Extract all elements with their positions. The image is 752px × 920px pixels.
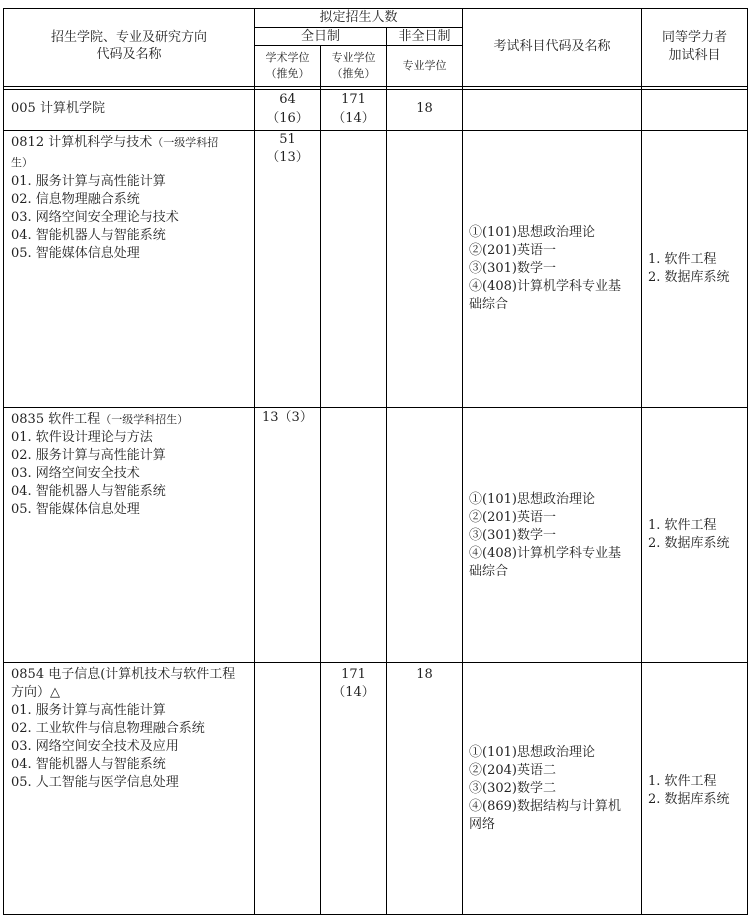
- extra-item: 2. 数据库系统: [648, 536, 730, 551]
- major-0854-parttime: 18: [416, 667, 433, 682]
- major-0835-exams: [469, 491, 621, 581]
- exam-item: ④(869)数据结构与计算机: [469, 799, 621, 814]
- major-0835-academic: 13（3）: [262, 410, 313, 425]
- direction-item: 03. 网络空间安全技术及应用: [11, 739, 179, 754]
- direction-item: 03. 网络空间安全理论与技术: [11, 210, 179, 225]
- exam-item: ②(204)英语二: [469, 763, 556, 778]
- header-extra-line1: 同等学力者: [661, 30, 727, 45]
- direction-item: 04. 智能机器人与智能系统: [11, 757, 166, 772]
- exam-item: ③(301)数学一: [469, 528, 556, 543]
- exam-item: 网络: [469, 817, 496, 832]
- rule-college-bottom: [3, 130, 748, 131]
- header-parttime: 非全日制: [398, 29, 451, 44]
- major-0854-directions: [11, 702, 205, 792]
- major-title-note: （一级学科招: [152, 136, 219, 149]
- rule-header-bottom: [3, 86, 748, 87]
- major-0812-title: [11, 134, 218, 152]
- major-0812-academic: 51: [279, 132, 296, 147]
- extra-item: 2. 数据库系统: [648, 270, 730, 285]
- college-academic-rec: （16）: [266, 111, 309, 126]
- major-0835-title: [11, 411, 188, 429]
- rule-left: [3, 8, 4, 915]
- rule-header-bottom-2: [3, 89, 748, 90]
- header-professional-line2: （推免）: [331, 67, 376, 80]
- rule-major2-bottom: [3, 662, 748, 663]
- header-col1-line2: 代码及名称: [96, 47, 162, 62]
- extra-item: 1. 软件工程: [648, 252, 717, 267]
- direction-item: 04. 智能机器人与智能系统: [11, 484, 166, 499]
- header-academic-line2: （推免）: [265, 67, 310, 80]
- exam-item: ④(408)计算机学科专业基: [469, 279, 621, 294]
- college-academic: 64: [279, 92, 296, 107]
- college-professional-rec: （14）: [332, 111, 375, 126]
- direction-item: 02. 信息物理融合系统: [11, 192, 140, 207]
- direction-item: 01. 软件设计理论与方法: [11, 430, 153, 445]
- direction-item: 02. 服务计算与高性能计算: [11, 448, 166, 463]
- exam-item: ①(101)思想政治理论: [469, 745, 595, 760]
- college-name: 005 计算机学院: [11, 101, 105, 116]
- rule-right: [747, 8, 748, 915]
- major-0835-directions: [11, 429, 166, 519]
- exam-item: ①(101)思想政治理论: [469, 225, 595, 240]
- header-extra-line2: 加试科目: [668, 48, 721, 63]
- header-professional-line1: 专业学位: [331, 51, 376, 64]
- direction-item: 02. 工业软件与信息物理融合系统: [11, 721, 205, 736]
- exam-item: ③(302)数学二: [469, 781, 556, 796]
- major-0854-title: 0854 电子信息(计算机技术与软件工程: [11, 667, 236, 682]
- exam-item: ①(101)思想政治理论: [469, 492, 595, 507]
- rule-bottom: [3, 914, 748, 915]
- direction-item: 05. 人工智能与医学信息处理: [11, 775, 179, 790]
- direction-item: 03. 网络空间安全技术: [11, 466, 140, 481]
- major-0812-extra: [648, 251, 730, 287]
- header-parttime-professional: 专业学位: [402, 59, 447, 72]
- major-0854-professional-rec: （14）: [332, 685, 375, 700]
- major-0854-extra: [648, 773, 730, 809]
- direction-item: 01. 服务计算与高性能计算: [11, 703, 166, 718]
- exam-item: 础综合: [469, 297, 509, 312]
- rule-col5: [641, 8, 642, 915]
- header-fulltime: 全日制: [300, 29, 340, 44]
- direction-item: 05. 智能媒体信息处理: [11, 246, 140, 261]
- header-academic-line1: 学术学位: [265, 51, 310, 64]
- college-professional: 171: [341, 92, 366, 107]
- major-0812-directions: [11, 173, 179, 263]
- rule-major1-bottom: [3, 407, 748, 408]
- major-title-text: 0812 计算机科学与技术: [11, 135, 153, 150]
- major-0812-academic-rec: （13）: [266, 150, 309, 165]
- college-parttime: 18: [416, 101, 433, 116]
- extra-item: 2. 数据库系统: [648, 792, 730, 807]
- exam-item: ④(408)计算机学科专业基: [469, 546, 621, 561]
- header-col1-line1: 招生学院、专业及研究方向: [50, 30, 207, 45]
- exam-item: ②(201)英语一: [469, 243, 556, 258]
- header-plan: 拟定招生人数: [319, 10, 398, 25]
- extra-item: 1. 软件工程: [648, 518, 717, 533]
- major-title-note: （一级学科招生）: [100, 413, 189, 426]
- direction-item: 01. 服务计算与高性能计算: [11, 174, 166, 189]
- rule-col2: [320, 45, 321, 915]
- exam-item: ②(201)英语一: [469, 510, 556, 525]
- direction-item: 04. 智能机器人与智能系统: [11, 228, 166, 243]
- major-0854-professional: 171: [341, 667, 366, 682]
- rule-col3: [386, 27, 387, 915]
- header-exam: 考试科目代码及名称: [493, 39, 611, 54]
- rule-col4: [462, 8, 463, 915]
- exam-item: 础综合: [469, 564, 509, 579]
- extra-item: 1. 软件工程: [648, 774, 717, 789]
- major-0835-extra: [648, 517, 730, 553]
- major-0812-title-cont: 生）: [11, 156, 33, 169]
- major-0854-title-cont: 方向）△: [11, 685, 60, 700]
- major-title-text: 0835 软件工程: [11, 412, 101, 427]
- exam-item: ③(301)数学一: [469, 261, 556, 276]
- major-0812-exams: [469, 224, 621, 314]
- major-0854-exams: [469, 744, 621, 834]
- direction-item: 05. 智能媒体信息处理: [11, 502, 140, 517]
